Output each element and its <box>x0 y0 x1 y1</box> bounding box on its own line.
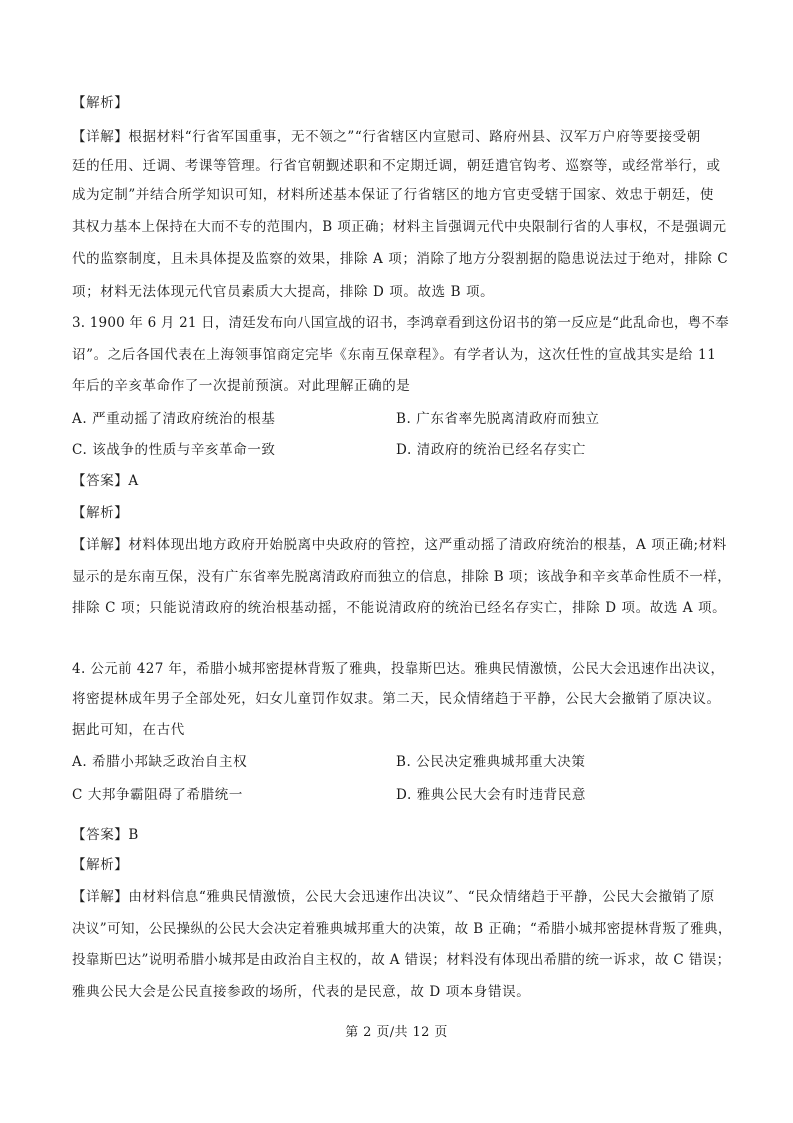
q3-detail-line: 【详解】材料体现出地方政府开始脱离中央政府的管控，这严重动摇了清政府统治的根基，A 项正确;材料 <box>72 537 727 553</box>
question-4-line: 据此可知，在古代 <box>72 722 185 738</box>
question-3-line: 3. 1900 年 6 月 21 日，清廷发布向八国宣战的诏书，李鸿章看到这份诏书的第一反应是“此乱命也，粤不奉 <box>72 315 729 331</box>
detail-line: 项；材料无法体现元代官员素质大大提高，排除 D 项。故选 B 项。 <box>72 284 495 300</box>
question-4-line: 将密提林成年男子全部处死，妇女儿童罚作奴隶。第二天，民众情绪趋于平静，公民大会撤销了原决议。 <box>72 691 721 707</box>
detail-line: 其权力基本上保持在大而不专的范围内，B 项正确；材料主旨强调元代中央限制行省的人事权，不是强调元 <box>72 219 727 235</box>
question-3-line: 诏”。之后各国代表在上海领事馆商定完毕《东南互保章程》。有学者认为，这次任性的宣战其实是给 11 <box>72 347 717 363</box>
analysis-label: 【解析】 <box>72 95 129 111</box>
detail-line: 【详解】根据材料“行省军国重事，无不领之”“行省辖区内宣慰司、路府州县、汉军万户府等要接受朝 <box>72 129 701 145</box>
q3-option-a: A. 严重动摇了清政府统治的根基 <box>72 411 276 427</box>
q3-option-b: B. 广东省率先脱离清政府而独立 <box>396 411 600 427</box>
detail-line: 成为定制”并结合所学知识可知，材料所述基本保证了行省辖区的地方官吏受辖于国家、效忠于朝廷，使 <box>72 187 714 203</box>
question-4-line: 4. 公元前 427 年，希腊小城邦密提林背叛了雅典，投靠斯巴达。雅典民情激愤，公民大会迅速作出决议， <box>72 661 725 677</box>
page-footer: 第 2 页/共 12 页 <box>345 1025 448 1040</box>
detail-line: 廷的任用、迁调、考课等管理。行省官朝觐述职和不定期迁调，朝廷遣官钩考、巡察等，或经常举行，或 <box>72 158 721 174</box>
question-3-line: 年后的辛亥革命作了一次提前预演。对此理解正确的是 <box>72 378 411 394</box>
q4-option-d: D. 雅典公民大会有时违背民意 <box>396 787 586 803</box>
q3-analysis-label: 【解析】 <box>72 505 129 521</box>
q4-detail-line: 【详解】由材料信息“雅典民情激愤，公民大会迅速作出决议”、“民众情绪趋于平静，公民大会撤销了原 <box>72 889 715 905</box>
q3-option-c: C. 该战争的性质与辛亥革命一致 <box>72 442 276 458</box>
q4-detail-line: 雅典公民大会是公民直接参政的场所，代表的是民意，故 D 项本身错误。 <box>72 984 531 1000</box>
q3-answer: 【答案】A <box>72 473 139 489</box>
q3-detail-line: 显示的是东南互保，没有广东省率先脱离清政府而独立的信息，排除 B 项；该战争和辛亥革命性质不一样， <box>72 569 732 585</box>
q3-detail-line: 排除 C 项；只能说清政府的统治根基动摇，不能说清政府的统治已经名存实亡，排除 D 项。故选 A 项。 <box>72 600 727 616</box>
q4-option-a: A. 希腊小邦缺乏政治自主权 <box>72 754 248 770</box>
q4-analysis-label: 【解析】 <box>72 857 129 873</box>
q4-detail-line: 决议”可知，公民操纵的公民大会决定着雅典城邦重大的决策，故 B 正确；“希腊小城邦密提林背叛了雅典， <box>72 921 732 937</box>
q4-option-c: C 大邦争霸阻碍了希腊统一 <box>72 787 243 803</box>
q3-option-d: D. 清政府的统治已经名存实亡 <box>396 442 586 458</box>
q4-answer: 【答案】B <box>72 827 139 843</box>
q4-option-b: B. 公民决定雅典城邦重大决策 <box>396 754 586 770</box>
q4-detail-line: 投靠斯巴达”说明希腊小城邦是由政治自主权的，故 A 错误；材料没有体现出希腊的统一诉求，故 C 错误； <box>72 952 731 968</box>
detail-line: 代的监察制度，且未具体提及监察的效果，排除 A 项；消除了地方分裂割据的隐患说法过于绝对，排除 C <box>72 251 729 267</box>
